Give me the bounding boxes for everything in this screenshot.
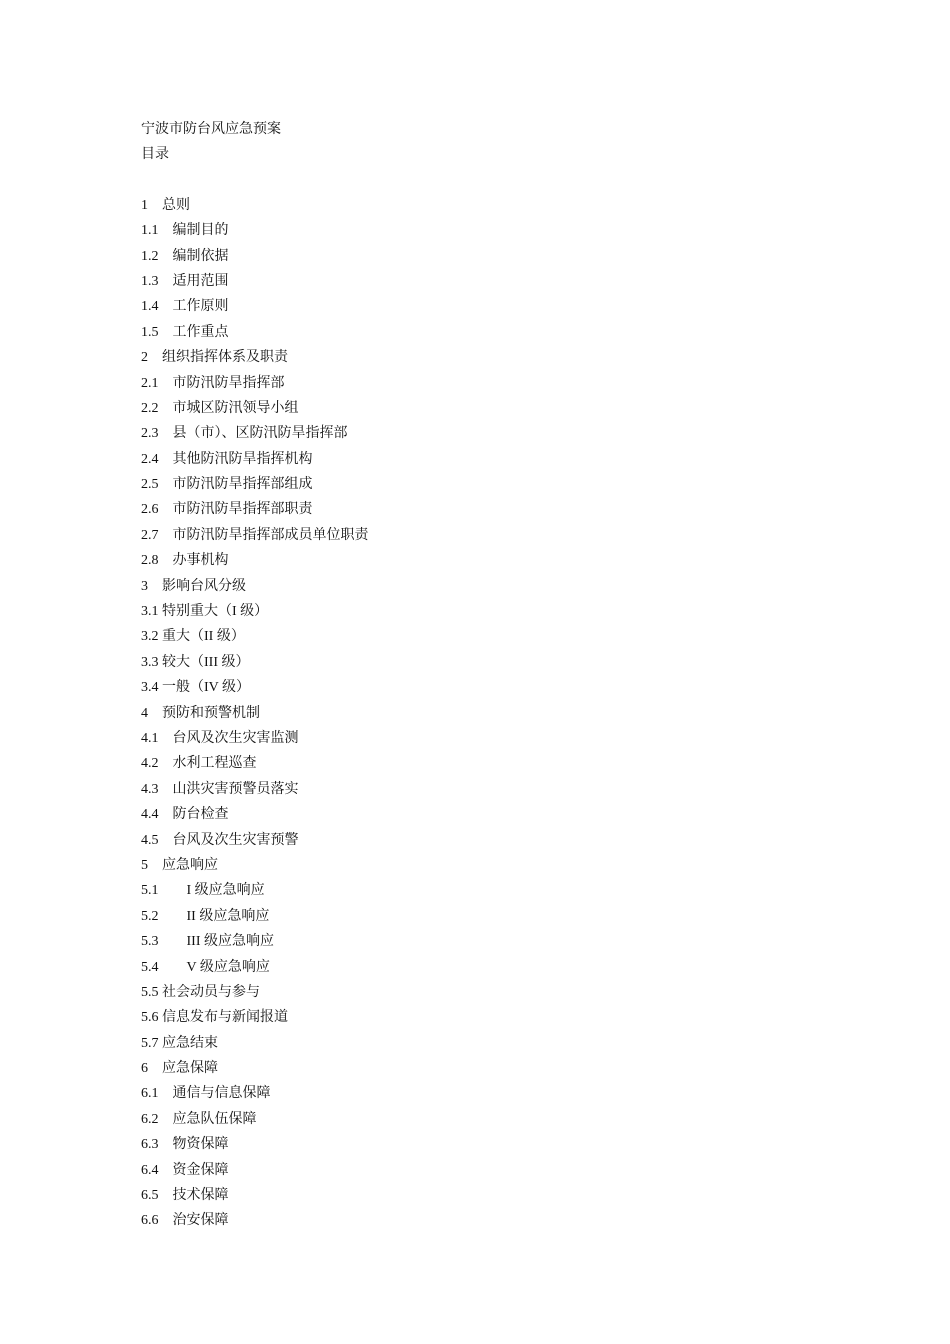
toc-entry: 6.2 应急队伍保障 <box>141 1111 257 1127</box>
toc-entry: 2.5 市防汛防旱指挥部组成 <box>141 477 313 493</box>
document-title: 宁波市防台风应急预案 <box>141 122 281 137</box>
toc-entry: 1 总则 <box>141 197 190 213</box>
toc-entry: 2 组织指挥体系及职责 <box>141 350 288 366</box>
toc-entry: 1.4 工作原则 <box>141 299 229 315</box>
toc-entry: 5.3 III 级应急响应 <box>141 934 274 950</box>
toc-entry: 2.4 其他防汛防旱指挥机构 <box>141 451 313 467</box>
toc-entry: 6 应急保障 <box>141 1061 218 1077</box>
toc-entry: 5.7 应急结束 <box>141 1035 218 1051</box>
toc-entry: 4.1 台风及次生灾害监测 <box>141 730 299 746</box>
toc-entry: 6.5 技术保障 <box>141 1188 229 1204</box>
toc-entry: 2.2 市城区防汛领导小组 <box>141 400 299 416</box>
toc-entry: 3.1 特别重大（I 级） <box>141 604 269 620</box>
toc-entry: 1.5 工作重点 <box>141 324 229 340</box>
toc-entry: 4.4 防台检查 <box>141 807 229 823</box>
toc-entry: 2.8 办事机构 <box>141 553 229 569</box>
toc-entry: 6.4 资金保障 <box>141 1162 229 1178</box>
toc-entry: 4.3 山洪灾害预警员落实 <box>141 781 299 797</box>
toc-entry: 3.4 一般（IV 级） <box>141 680 251 696</box>
toc-entry: 1.2 编制依据 <box>141 248 229 264</box>
toc-heading: 目录 <box>141 147 169 163</box>
toc-entry: 5 应急响应 <box>141 857 218 873</box>
toc-entry: 4 预防和预警机制 <box>141 705 260 721</box>
blank-line <box>141 168 841 193</box>
toc-entry: 4.5 台风及次生灾害预警 <box>141 832 299 848</box>
toc-entry: 6.1 通信与信息保障 <box>141 1086 271 1102</box>
toc-entry: 5.6 信息发布与新闻报道 <box>141 1010 288 1026</box>
document-page <box>141 117 841 1234</box>
toc-entry: 2.3 县（市）、区防汛防旱指挥部 <box>141 426 348 442</box>
table-of-contents <box>141 193 841 1234</box>
toc-entry: 5.5 社会动员与参与 <box>141 984 260 1000</box>
toc-entry: 5.1 I 级应急响应 <box>141 883 265 899</box>
toc-entry: 2.6 市防汛防旱指挥部职责 <box>141 502 313 518</box>
toc-entry: 5.2 II 级应急响应 <box>141 908 270 924</box>
toc-entry: 3 影响台风分级 <box>141 578 246 594</box>
toc-entry: 3.3 较大（III 级） <box>141 654 250 670</box>
toc-entry: 1.1 编制目的 <box>141 223 229 239</box>
toc-entry: 2.1 市防汛防旱指挥部 <box>141 375 285 391</box>
toc-entry: 2.7 市防汛防旱指挥部成员单位职责 <box>141 527 369 543</box>
toc-entry: 3.2 重大（II 级） <box>141 629 245 645</box>
toc-entry: 4.2 水利工程巡查 <box>141 756 257 772</box>
toc-entry: 6.6 治安保障 <box>141 1213 229 1229</box>
toc-entry: 6.3 物资保障 <box>141 1137 229 1153</box>
toc-entry: 1.3 适用范围 <box>141 273 229 289</box>
toc-entry: 5.4 V 级应急响应 <box>141 959 270 975</box>
